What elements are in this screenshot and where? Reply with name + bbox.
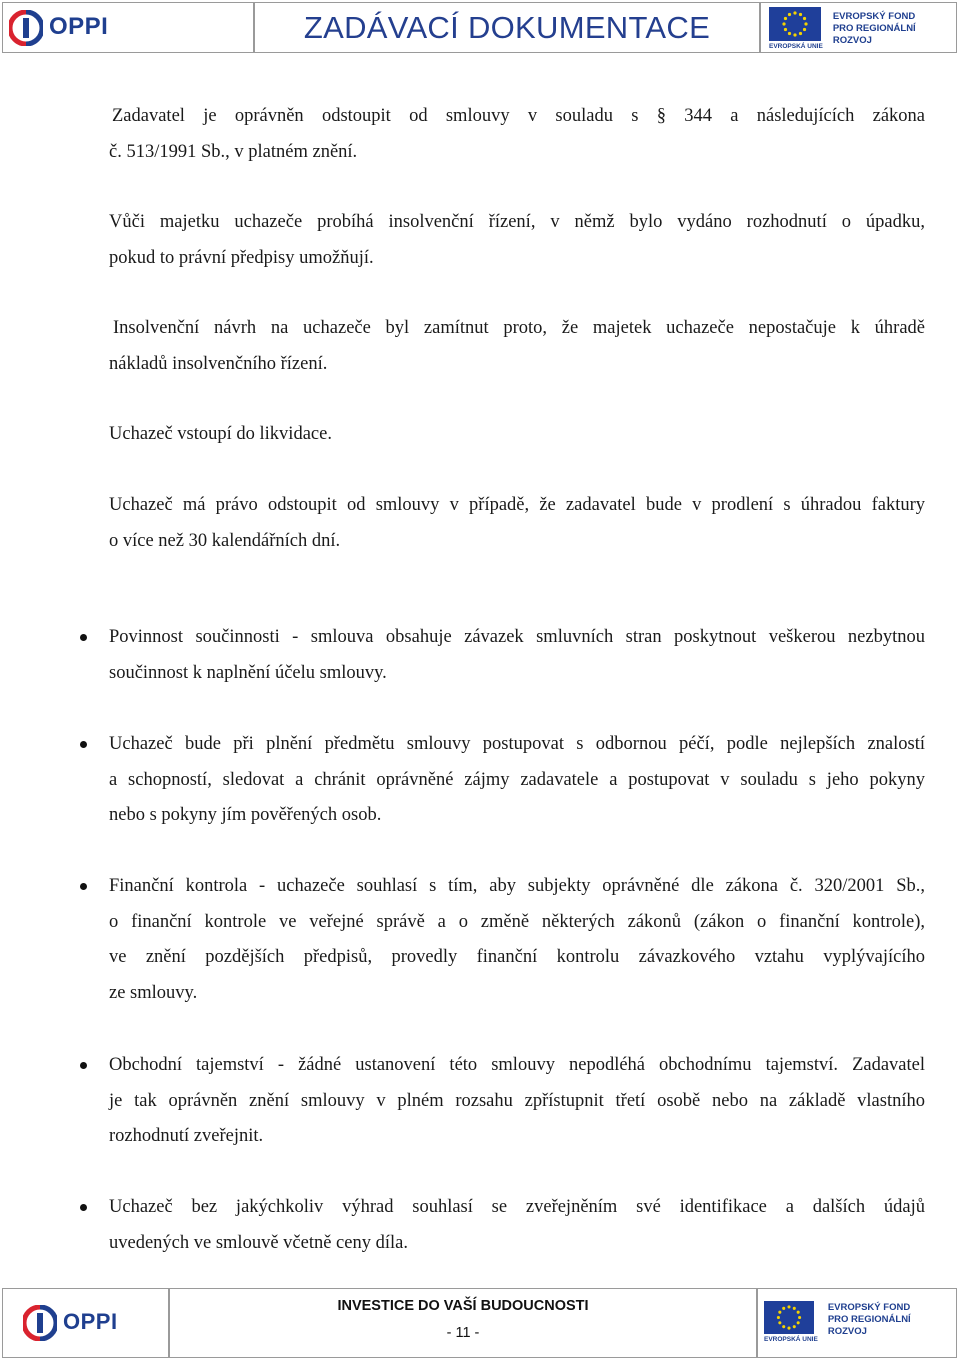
eu-star-icon — [797, 1321, 800, 1324]
eu-flag-caption: EVROPSKÁ UNIE — [769, 43, 823, 50]
eu-fund-line: EVROPSKÝ FOND — [832, 11, 916, 22]
paragraph-line: Vůči majetku uchazeče probíhá insolvenční řízení, v němž bylo vydáno rozhodnutí o úpadku, — [109, 212, 925, 232]
eu-star-icon — [793, 11, 796, 14]
bullet-line: rozhodnutí zveřejnit. — [109, 1126, 264, 1146]
page-header — [0, 0, 960, 54]
eu-fund-line: EVROPSKÝ FOND — [827, 1302, 911, 1313]
oppi-mark-icon — [23, 1305, 57, 1339]
paragraph-line: č. 513/1991 Sb., v platném znění. — [109, 141, 358, 162]
eu-fund-name — [833, 11, 916, 50]
bullet-item — [109, 1048, 925, 1155]
paragraph-line: pokud to právní předpisy umožňují. — [109, 247, 374, 268]
eu-star-icon — [782, 1307, 785, 1310]
paragraph-line: nákladů insolvenčního řízení. — [109, 353, 328, 374]
eu-star-icon — [793, 1307, 796, 1310]
eu-star-icon — [782, 1325, 785, 1328]
bullet-line: je tak oprávněn znění smlouvy v plném rozsahu zpřístupnit třetí osobě nebo na základě vlastního — [109, 1090, 925, 1111]
eu-star-icon — [804, 22, 807, 25]
eu-flag-caption: EVROPSKÁ UNIE — [764, 1336, 818, 1343]
eu-star-icon — [793, 1325, 796, 1328]
footer-logo-cell — [2, 1288, 169, 1358]
bullet-line: Finanční kontrola - uchazeče souhlasí s tím, aby subjekty oprávněné dle zákona č. 320/2001 Sb., — [109, 876, 925, 896]
bullet-icon — [80, 634, 87, 641]
oppi-logo-text: OPPI — [63, 1309, 118, 1334]
bullet-line: o finanční kontrole ve veřejné správě a o změně některých zákonů (zákon o finanční kontrole), — [109, 911, 925, 932]
bullet-line: ze smlouvy. — [109, 982, 198, 1003]
paragraph — [109, 205, 925, 276]
page-number: - 11 - — [446, 1325, 480, 1341]
eu-star-icon — [787, 1305, 790, 1308]
paragraph-line: Uchazeč má právo odstoupit od smlouvy v případě, že zadavatel bude v prodlení s úhradou faktury — [109, 495, 925, 515]
bullet-icon — [80, 883, 87, 890]
oppi-logo-text: OPPI — [49, 13, 109, 40]
header-title-cell — [254, 2, 760, 53]
paragraph — [109, 311, 925, 382]
bullet-line: ve znění pozdějších předpisů, provedly finanční kontrolu závazkového vztahu vyplývajícího — [109, 947, 925, 967]
bullet-line: Povinnost součinnosti - smlouva obsahuje závazek smluvních stran poskytnout veškerou nezbytnou — [109, 627, 925, 647]
eu-star-icon — [777, 1316, 780, 1319]
eu-star-icon — [778, 1321, 781, 1324]
bullet-line: a schopností, sledovat a chránit oprávněné zájmy zadavatele a postupovat v souladu s jeho pokyny — [109, 769, 925, 790]
eu-fund-line: ROZVOJ — [832, 34, 872, 46]
eu-flag-icon — [764, 1301, 814, 1334]
oppi-logo — [23, 1305, 118, 1339]
eu-fund-name — [828, 1302, 911, 1343]
eu-star-icon — [797, 1311, 800, 1314]
bullet-line: Obchodní tajemství - žádné ustanovení této smlouvy nepodléhá obchodnímu tajemství. Zadavatel — [109, 1055, 925, 1075]
eu-logo — [764, 1301, 911, 1343]
paragraph — [109, 488, 925, 559]
eu-fund-line: ROZVOJ — [827, 1325, 867, 1337]
bullet-line: Uchazeč bez jakýchkoliv výhrad souhlasí se zveřejněním své identifikace a dalších údajů — [109, 1197, 925, 1217]
bullet-icon — [80, 1062, 87, 1069]
bullet-line: součinnost k naplnění účelu smlouvy. — [109, 662, 387, 683]
eu-star-icon — [798, 1316, 801, 1319]
document-title: ZADÁVACÍ DOKUMENTACE — [303, 10, 711, 45]
oppi-logo — [9, 10, 108, 44]
bullet-item — [109, 620, 925, 691]
bullet-line: nebo s pokyny jím pověřených osob. — [109, 805, 382, 825]
bullet-line: uvedených ve smlouvě včetně ceny díla. — [109, 1232, 408, 1253]
bullet-item — [109, 869, 925, 1011]
footer-center-cell — [169, 1288, 757, 1358]
eu-fund-line: PRO REGIONÁLNÍ — [832, 22, 916, 34]
eu-star-icon — [784, 17, 787, 20]
eu-star-icon — [799, 13, 802, 16]
eu-star-icon — [799, 32, 802, 35]
paragraph-line: Zadavatel je oprávněn odstoupit od smlouvy v souladu s § 344 a následujících zákona — [112, 106, 925, 126]
header-eu-cell — [760, 2, 957, 53]
eu-fund-line: PRO REGIONÁLNÍ — [827, 1313, 911, 1325]
eu-logo — [769, 7, 916, 50]
header-logo-cell — [2, 2, 254, 53]
oppi-mark-icon — [9, 10, 43, 44]
eu-star-icon — [782, 22, 785, 25]
paragraph — [109, 99, 925, 170]
bullet-line: Uchazeč bude při plnění předmětu smlouvy postupovat s odbornou péčí, podle nejlepších znalostí — [109, 734, 925, 754]
bullet-icon — [80, 741, 87, 748]
paragraph — [109, 417, 925, 453]
eu-star-icon — [784, 28, 787, 31]
footer-eu-cell — [757, 1288, 957, 1358]
bullet-icon — [80, 1204, 87, 1211]
eu-star-icon — [788, 13, 791, 16]
paragraph-line: Insolvenční návrh na uchazeče byl zamítnut proto, že majetek uchazeče nepostačuje k úhradě — [113, 318, 925, 338]
eu-star-icon — [787, 1327, 790, 1330]
paragraph-line: Uchazeč vstoupí do likvidace. — [109, 424, 332, 444]
eu-star-icon — [803, 17, 806, 20]
bullet-item — [109, 727, 925, 834]
eu-star-icon — [803, 28, 806, 31]
bullet-item — [109, 1190, 925, 1261]
eu-star-icon — [788, 32, 791, 35]
eu-star-icon — [793, 33, 796, 36]
footer-slogan: INVESTICE DO VAŠÍ BUDOUCNOSTI — [337, 1298, 589, 1314]
eu-flag-icon — [769, 7, 821, 41]
eu-star-icon — [778, 1311, 781, 1314]
paragraph-line: o více než 30 kalendářních dní. — [109, 530, 341, 551]
